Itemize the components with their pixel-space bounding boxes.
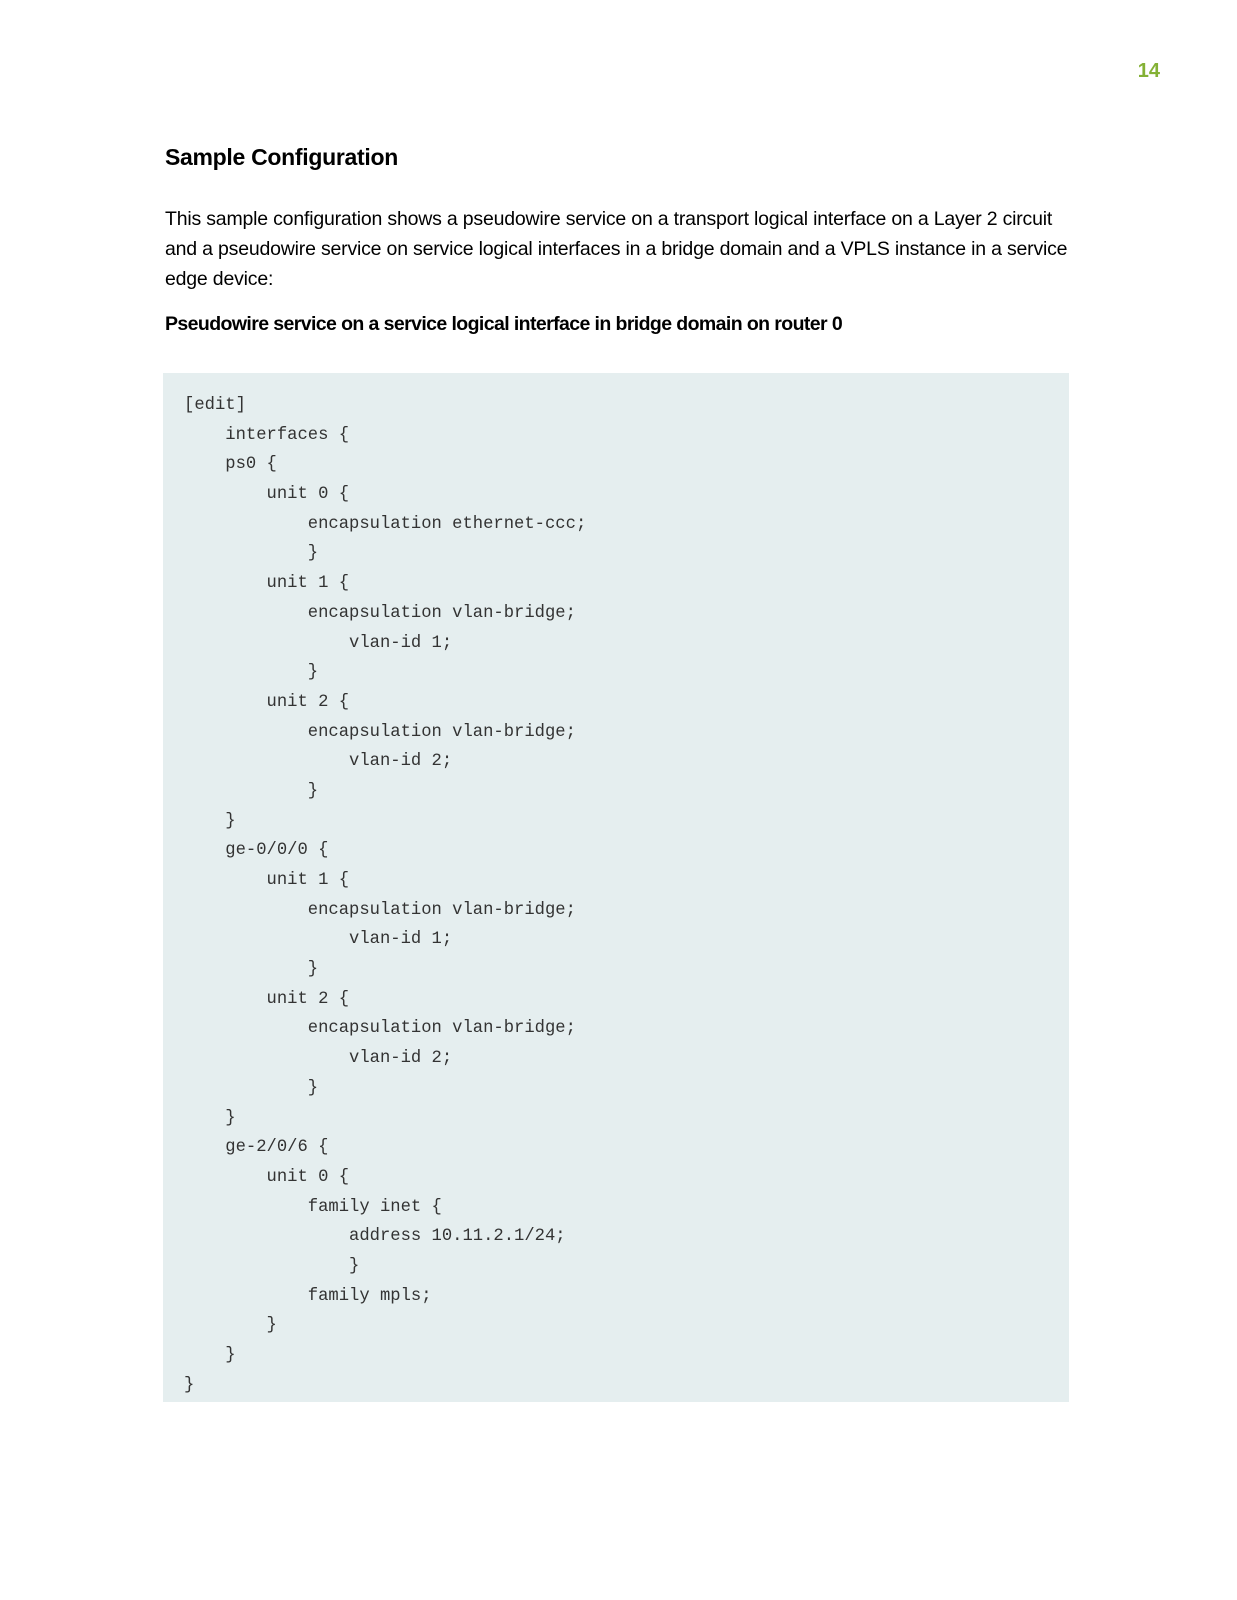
code-line: vlan-id 1; [184, 930, 453, 950]
code-line: unit 1 { [184, 871, 350, 890]
code-line: } [184, 1108, 236, 1128]
code-line: } [184, 811, 236, 831]
code-line: } [184, 1375, 195, 1395]
code-line: } [184, 781, 319, 801]
code-line: encapsulation vlan-bridge; [184, 1019, 576, 1039]
section-heading: Sample Configuration [165, 144, 398, 170]
code-line: address 10.11.2.1/24; [184, 1227, 566, 1247]
code-line: encapsulation ethernet-ccc; [184, 514, 587, 534]
code-line: } [184, 1256, 360, 1276]
code-line: } [184, 544, 319, 564]
example-subheading: Pseudowire service on a service logical interface in bridge domain on router 0 [165, 313, 843, 335]
code-line: family inet { [184, 1197, 442, 1217]
code-line: ge-0/0/0 { [184, 841, 329, 861]
code-line: } [184, 960, 319, 980]
code-line: interfaces { [184, 425, 350, 445]
code-line: ps0 { [184, 455, 277, 475]
code-block [163, 373, 1069, 1402]
code-line: vlan-id 2; [184, 1049, 453, 1069]
code-line: [edit] [184, 396, 246, 415]
code-line: unit 1 { [184, 574, 350, 594]
code-line: unit 0 { [184, 1167, 350, 1187]
code-line: unit 0 { [184, 485, 350, 505]
code-line: encapsulation vlan-bridge; [184, 722, 576, 742]
code-line: } [184, 1346, 236, 1365]
code-line: vlan-id 1; [184, 633, 453, 653]
code-line: } [184, 1078, 319, 1098]
code-line: encapsulation vlan-bridge; [184, 900, 576, 920]
code-line: encapsulation vlan-bridge; [184, 603, 576, 623]
code-line: unit 2 { [184, 989, 350, 1009]
code-line: ge-2/0/6 { [184, 1138, 329, 1158]
page-number: 14 [1137, 60, 1160, 82]
intro-paragraph: This sample configuration shows a pseudowire service on a transport logical interface on a Layer 2 circuit and a pseudowire service on service logical interfaces in a bridge domain and a VPLS instance in a service edge device: [165, 208, 1068, 290]
code-line: unit 2 { [184, 692, 350, 712]
code-line: } [184, 1316, 277, 1336]
code-line: vlan-id 2; [184, 752, 453, 772]
code-line: family mpls; [184, 1286, 432, 1306]
code-line: } [184, 663, 319, 683]
